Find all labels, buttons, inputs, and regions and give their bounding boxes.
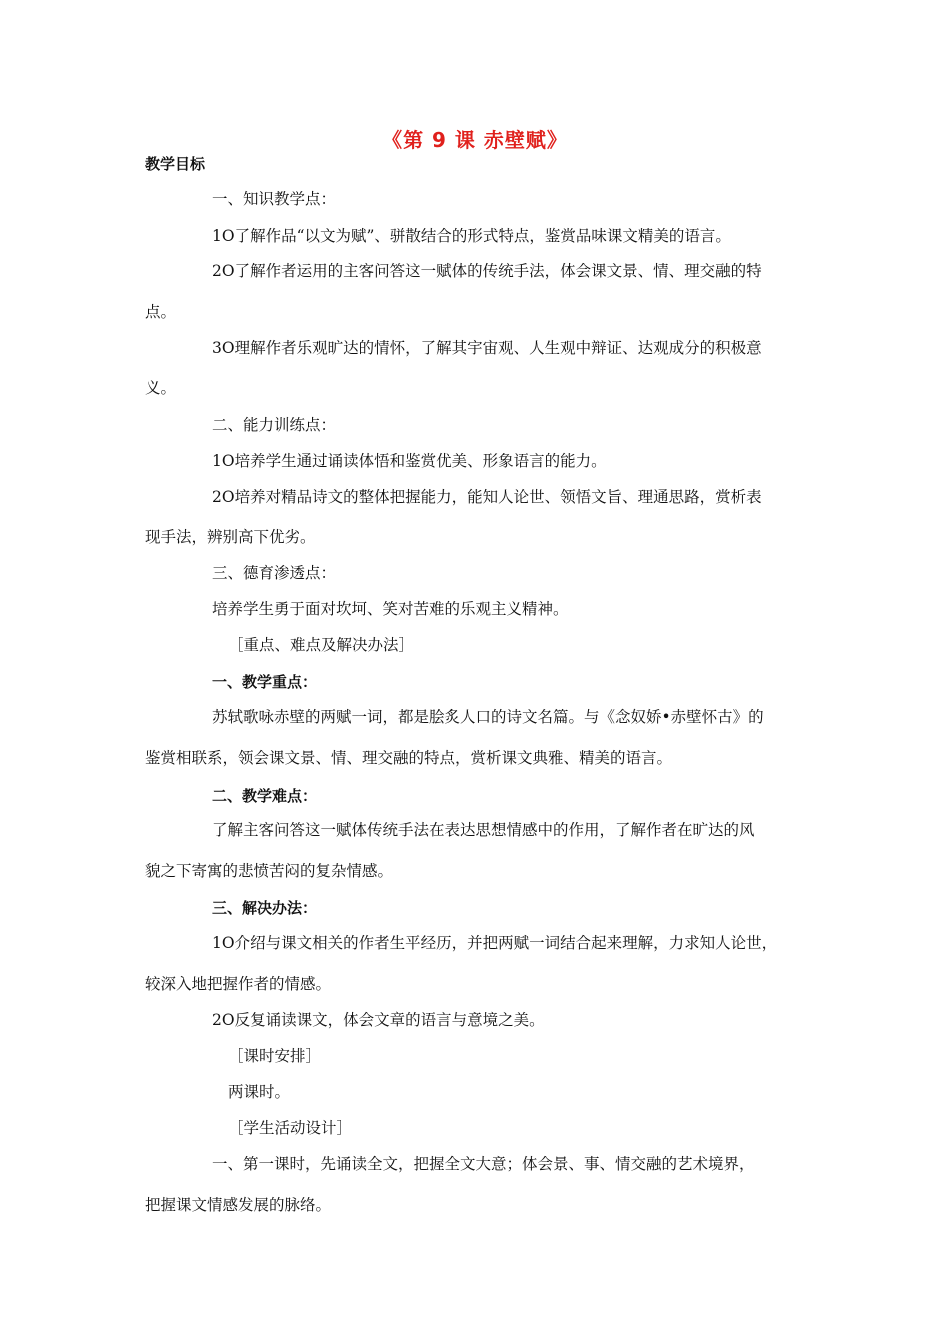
bracket-heading: ［课时安排］ [228,1047,322,1065]
paragraph-line: 培养学生勇于面对坎坷、笑对苦难的乐观主义精神。 [212,600,569,618]
paragraph-line: 1O了解作品“以文为赋”、骈散结合的形式特点，鉴赏品味课文精美的语言。 [212,227,731,245]
paragraph-line: 一、第一课时，先诵读全文，把握全文大意；体会景、事、情交融的艺术境界， [212,1155,755,1173]
paragraph-line: 1O培养学生通过诵读体悟和鉴赏优美、形象语言的能力。 [212,452,607,470]
document-title: 《第 9 课 赤壁赋》 [382,128,568,152]
paragraph-line: 鉴赏相联系，领会课文景、情、理交融的特点，赏析课文典雅、精美的语言。 [145,749,673,767]
bold-heading-difficulties: 二、教学难点： [212,787,318,805]
section-heading-teaching-goals: 教学目标 [145,155,206,173]
paragraph-line: 现手法，辨别高下优劣。 [145,528,316,546]
paragraph-line: 2O反复诵读课文，体会文章的语言与意境之美。 [212,1011,545,1029]
paragraph-line: 较深入地把握作者的情感。 [145,975,332,993]
paragraph-line: 苏轼歌咏赤壁的两赋一词，都是脍炙人口的诗文名篇。与《念奴娇•赤壁怀古》的 [212,708,764,726]
paragraph-line: 2O了解作者运用的主客问答这一赋体的传统手法，体会课文景、情、理交融的特 [212,262,762,280]
subsection-heading: 三、德育渗透点： [212,564,337,582]
paragraph-line: 2O培养对精品诗文的整体把握能力，能知人论世、领悟文旨、理通思路，赏析表 [212,488,762,506]
bold-heading-solutions: 三、解决办法： [212,899,318,917]
subsection-heading: 二、能力训练点： [212,416,337,434]
paragraph-line: 把握课文情感发展的脉络。 [145,1196,332,1214]
paragraph-line: 点。 [145,303,177,321]
bold-heading-key-points: 一、教学重点： [212,673,318,691]
subsection-heading: 一、知识教学点： [212,190,337,208]
paragraph-line: 1O介绍与课文相关的作者生平经历，并把两赋一词结合起来理解，力求知人论世， [212,934,778,952]
paragraph-line: 义。 [145,379,177,397]
paragraph-line: 貌之下寄寓的悲愤苦闷的复杂情感。 [145,862,394,880]
paragraph-line: 3O理解作者乐观旷达的情怀，了解其宇宙观、人生观中辩证、达观成分的积极意 [212,339,762,357]
bracket-heading: ［学生活动设计］ [228,1119,353,1137]
paragraph-line: 了解主客问答这一赋体传统手法在表达思想情感中的作用，了解作者在旷达的风 [212,821,755,839]
paragraph-line: 两课时。 [228,1083,291,1101]
bracket-heading: ［重点、难点及解决办法］ [228,636,415,654]
